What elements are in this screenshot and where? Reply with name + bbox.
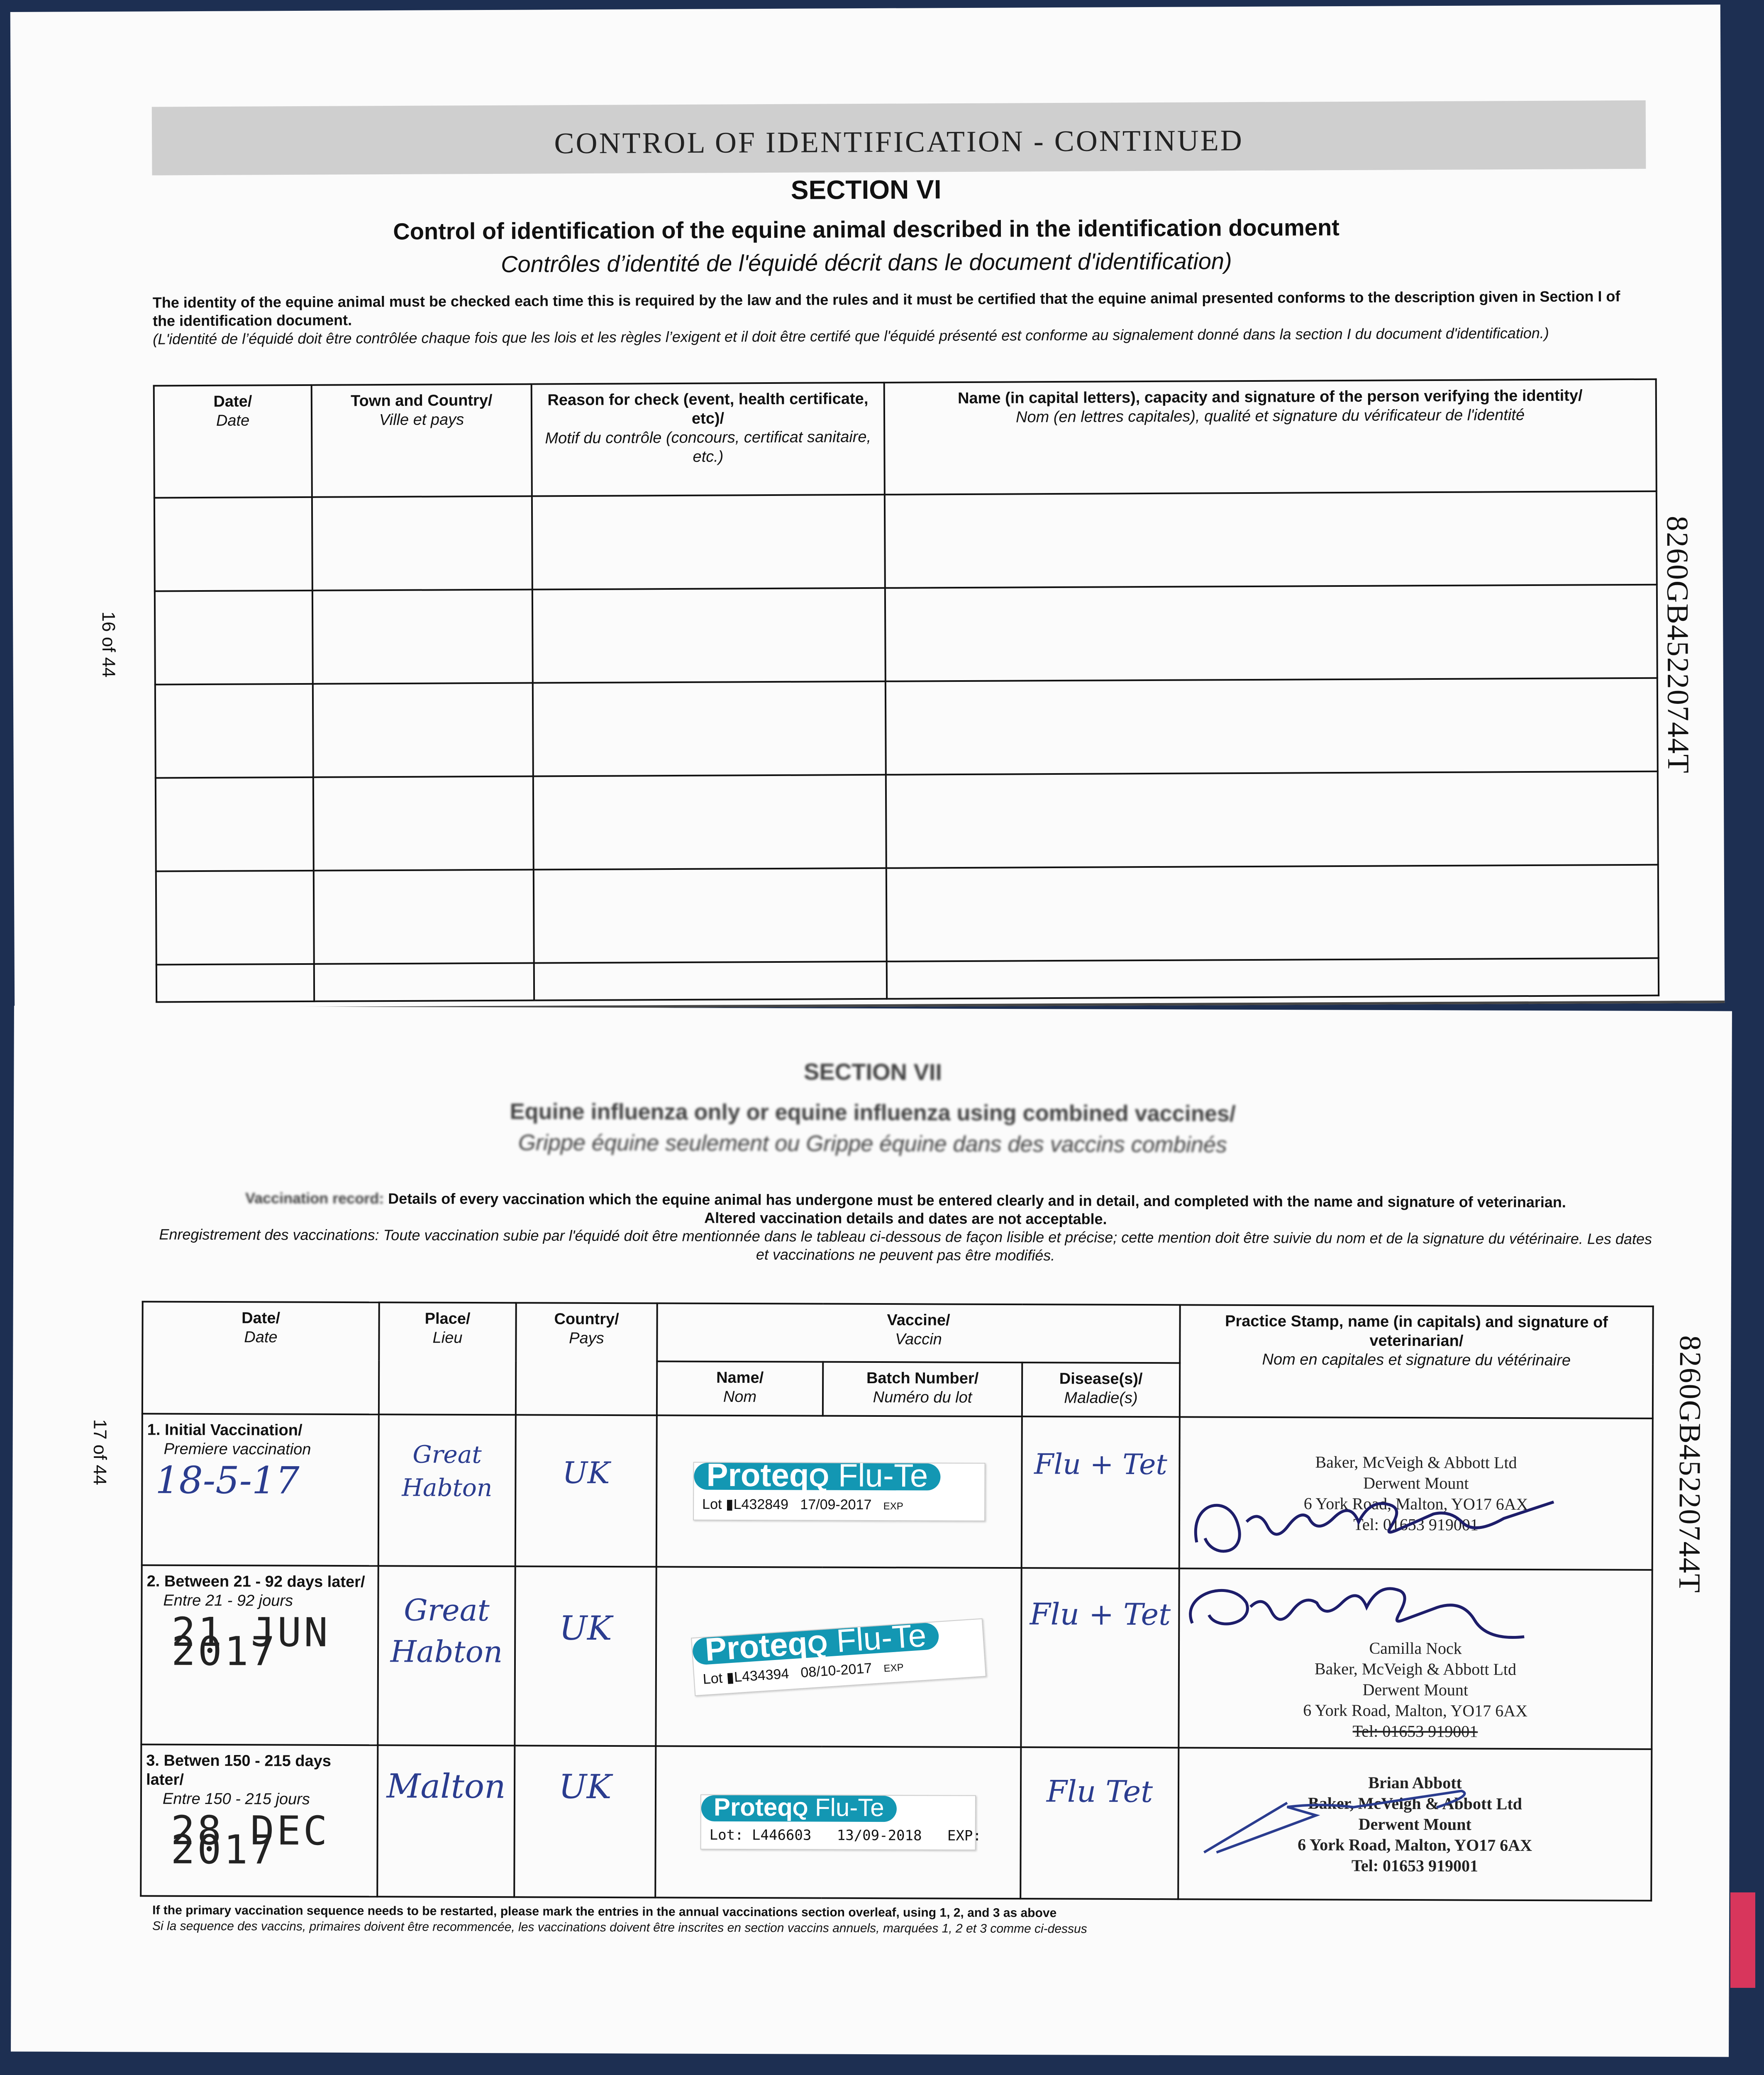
place-handwritten: Great Habton bbox=[390, 1592, 503, 1670]
page-16 bbox=[10, 5, 1725, 1011]
col-verifier-header: Name (in capital letters), capacity and signature of the person verifying the identity/ Nom (en lettres capitales), qualité et signature du vérificateur de l'identité bbox=[884, 379, 1657, 495]
section-subtitle-fr: Contrôles d’identité de l'équidé décrit dans le document d'identification) bbox=[500, 248, 1232, 277]
country-handwritten: UK bbox=[559, 1767, 612, 1806]
batch-number: Lot ▮L432849 17/09-2017 EXP bbox=[702, 1496, 903, 1513]
passport-id: 8260GB45220744T bbox=[1672, 1335, 1707, 1594]
col-batch-header: Batch Number/ Numéro du lot bbox=[823, 1362, 1022, 1417]
col-reason-header: Reason for check (event, health certificate, etc)/ Motif du contrôle (concours, certificat sanitaire, etc.) bbox=[532, 383, 885, 496]
vaccine-brand: ProteqQ Flu-Te bbox=[692, 1622, 939, 1665]
intro-en: The identity of the equine animal must be checked each time this is required by the law and the rules and it must be certified that the equine animal presented conforms to the description given in Section I of the identification document. bbox=[152, 288, 1620, 330]
date-handwritten: 18-5-17 bbox=[155, 1458, 300, 1503]
section-title: SECTION VII bbox=[803, 1058, 942, 1085]
table-header-row bbox=[142, 1301, 1653, 1364]
practice-stamp: Baker, McVeigh & Abbott Ltd Derwent Mount 6 York Road, Malton, YO17 6AX Tel: 01653 919001 bbox=[1303, 1452, 1528, 1534]
vaccine-sticker bbox=[700, 1793, 981, 1850]
col-date-header: Date/ Date bbox=[142, 1301, 379, 1414]
vet-signature bbox=[1180, 1569, 1653, 1722]
page-number: 16 of 44 bbox=[98, 611, 119, 678]
place-handwritten: Malton bbox=[386, 1767, 506, 1806]
section-subtitle-en: Equine influenza only or equine influenza using combined vaccines/ bbox=[510, 1099, 1236, 1126]
identity-check-table bbox=[153, 378, 1659, 1003]
footnote-en: If the primary vaccination sequence needs to be restarted, please mark the entries in the annual vaccinations section overleaf, using 1, 2, and 3 as above bbox=[152, 1903, 1057, 1920]
passport-id: 8260GB45220744T bbox=[1660, 515, 1696, 774]
section-banner: CONTROL OF IDENTIFICATION - CONTINUED bbox=[152, 100, 1646, 176]
intro-text bbox=[153, 287, 1647, 349]
vaccination-row-1: 1. Initial Vaccination/ Premiere vaccination 18-5-17 Great Habton UK ProteqQ Flu-Te Lot ▮L432849 17/09-2017 EXP Flu + Tet Baker, McVeigh & Abbott Ltd Derwent Mount 6 York Road, Malton, YO17 6AX Tel: 01653 919001 bbox=[142, 1413, 1653, 1570]
section-subtitle-fr: Grippe équine seulement ou Grippe équine dans des vaccins combinés bbox=[518, 1130, 1227, 1157]
date-stamp: 21 JUN 2017 bbox=[171, 1609, 331, 1675]
col-practice-header: Practice Stamp, name (in capitals) and signature of veterinarian/ Nom en capitales et signature du vétérinaire bbox=[1180, 1305, 1653, 1418]
table-row bbox=[156, 958, 1659, 1002]
table-row bbox=[155, 678, 1658, 778]
col-vaccine-header: Vaccine/ Vaccin bbox=[657, 1303, 1180, 1363]
batch-number: Lot: L446603 13/09-2018 EXP: bbox=[709, 1826, 981, 1844]
col-place-header: Place/ Lieu bbox=[379, 1302, 516, 1415]
vet-signature bbox=[1180, 1418, 1654, 1571]
place-handwritten: Great Habton bbox=[402, 1440, 493, 1502]
vaccination-table bbox=[140, 1301, 1654, 1901]
intro-fr: (L'identité de l’équidé doit être contrôlée chaque fois que les lois et les règles l’exigent et il doit être certifé que l'équidé présenté est conforme au signalement donné dans la section I du document d'identification.) bbox=[153, 324, 1549, 348]
disease-handwritten: Flu + Tet bbox=[1034, 1448, 1167, 1482]
footnote-fr: Si la sequence des vaccins, primaires doivent être recommencée, les vaccinations doivent être inscrites en section vaccins annuels, marquées 1, 2 et 3 comme ci-dessus bbox=[152, 1919, 1087, 1936]
vet-signature bbox=[1179, 1748, 1652, 1902]
disease-handwritten: Flu Tet bbox=[1046, 1774, 1153, 1809]
practice-stamp: Camilla Nock Baker, McVeigh & Abbott Ltd Derwent Mount 6 York Road, Malton, YO17 6AX Tel: 01653 919001 bbox=[1303, 1638, 1528, 1741]
intro-en-2: Altered vaccination details and dates are not acceptable. bbox=[704, 1209, 1107, 1228]
page-17 bbox=[11, 1006, 1732, 2057]
col-disease-header: Disease(s)/ Maladie(s) bbox=[1022, 1362, 1180, 1417]
vaccine-sticker bbox=[691, 1618, 986, 1696]
page-number: 17 of 44 bbox=[89, 1419, 110, 1485]
vaccine-sticker bbox=[693, 1456, 985, 1521]
date-stamp: 28 DEC 2017 bbox=[171, 1807, 330, 1873]
country-handwritten: UK bbox=[562, 1455, 610, 1491]
intro-lead: Vaccination record: bbox=[245, 1189, 384, 1207]
practice-stamp: Brian Abbott Baker, McVeigh & Abbott Ltd Derwent Mount 6 York Road, Malton, YO17 6AX Tel: 01653 919001 bbox=[1298, 1773, 1532, 1875]
col-country-header: Country/ Pays bbox=[516, 1303, 657, 1415]
vaccination-intro bbox=[159, 1189, 1653, 1267]
col-name-header: Name/ Nom bbox=[657, 1361, 823, 1416]
intro-en: Details of every vaccination which the equine animal has undergone must be entered clearly and in detail, and completed with the name and signature of veterinarian. bbox=[388, 1190, 1566, 1211]
disease-handwritten: Flu + Tet bbox=[1030, 1597, 1171, 1632]
table-row bbox=[155, 585, 1657, 685]
vaccination-row-3: 3. Betwen 150 - 215 days later/ Entre 150 - 215 jours 28 DEC 2017 Malton UK ProteqQ Flu-Te Lot: L446603 13/09-2018 EXP: Flu Tet Brian Abbott Baker, McVeigh & Abbott Ltd Derwent Mount 6 York Road, Malton, YO17 6AX Tel: 01653 919001 bbox=[141, 1744, 1652, 1900]
vaccine-brand: ProteqQ Flu-Te bbox=[694, 1463, 940, 1491]
col-town-header: Town and Country/ Ville et pays bbox=[312, 384, 532, 497]
bookmark-tab[interactable] bbox=[1730, 1892, 1755, 1988]
section-subtitle-en: Control of identification of the equine animal described in the identification document bbox=[393, 214, 1339, 244]
batch-number: Lot ▮L434394 08/10-2017 EXP bbox=[702, 1660, 904, 1687]
vaccination-row-2: 2. Between 21 - 92 days later/ Entre 21 - 92 jours 21 JUN 2017 Great Habton UK ProteqQ Flu-Te Lot ▮L434394 08/10-2017 EXP Flu + Tet Camilla Nock Baker, McVeigh & Abbott Ltd Derwent Mount 6 York Road, Malton, YO17 6AX Tel: 01653 919001 bbox=[141, 1565, 1652, 1749]
section-title: SECTION VI bbox=[791, 174, 942, 205]
vaccine-brand: ProteqQ Flu-Te bbox=[701, 1795, 897, 1822]
table-row bbox=[156, 865, 1659, 965]
table-header-row bbox=[154, 379, 1657, 498]
intro-fr: Enregistrement des vaccinations: Toute vaccination subie par l'équidé doit être mentionnée dans le tableau ci-dessous de façon lisible et précise; cette mention doit être suivie du nom et de la signature du vétérinaire. Les dates et vaccinations ne peuvent pas être modifiés. bbox=[159, 1225, 1652, 1264]
table-row bbox=[154, 491, 1657, 591]
col-date-header: Date/ Date bbox=[154, 385, 312, 498]
footnote bbox=[152, 1903, 1087, 1937]
country-handwritten: UK bbox=[559, 1609, 612, 1648]
table-row bbox=[156, 771, 1658, 872]
